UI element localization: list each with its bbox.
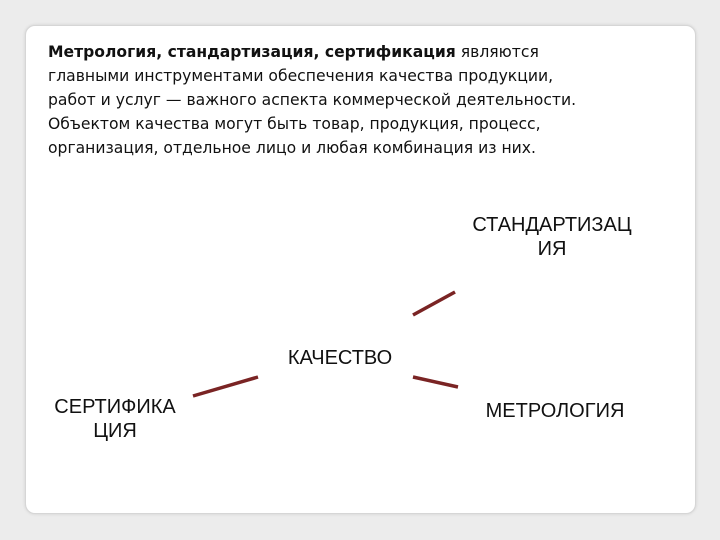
intro-line-4: Объектом качества могут быть товар, продукция, процесс,	[48, 115, 541, 133]
node-certification-line-1: СЕРТИФИКА	[54, 396, 176, 418]
intro-bold-terms: Метрология, стандартизация, сертификация	[48, 43, 456, 61]
intro-line-5: организация, отдельное лицо и любая комбинация из них.	[48, 139, 536, 157]
node-certification-line-2: ЦИЯ	[93, 420, 137, 442]
intro-line-2: главными инструментами обеспечения качества продукции,	[48, 67, 554, 85]
connector-certification	[193, 377, 258, 396]
connector-standardization	[413, 292, 455, 315]
node-standardization	[462, 213, 642, 261]
connector-metrology	[413, 377, 458, 387]
node-standardization-line-1: СТАНДАРТИЗАЦ	[472, 214, 632, 236]
node-metrology: МЕТРОЛОГИЯ	[485, 400, 625, 422]
intro-line-1-rest: являются	[455, 43, 539, 61]
node-standardization-line-2: ИЯ	[537, 238, 567, 260]
node-certification	[40, 395, 190, 443]
intro-line-3: работ и услуг — важного аспекта коммерческой деятельности.	[48, 91, 577, 109]
node-quality: КАЧЕСТВО	[287, 347, 393, 369]
